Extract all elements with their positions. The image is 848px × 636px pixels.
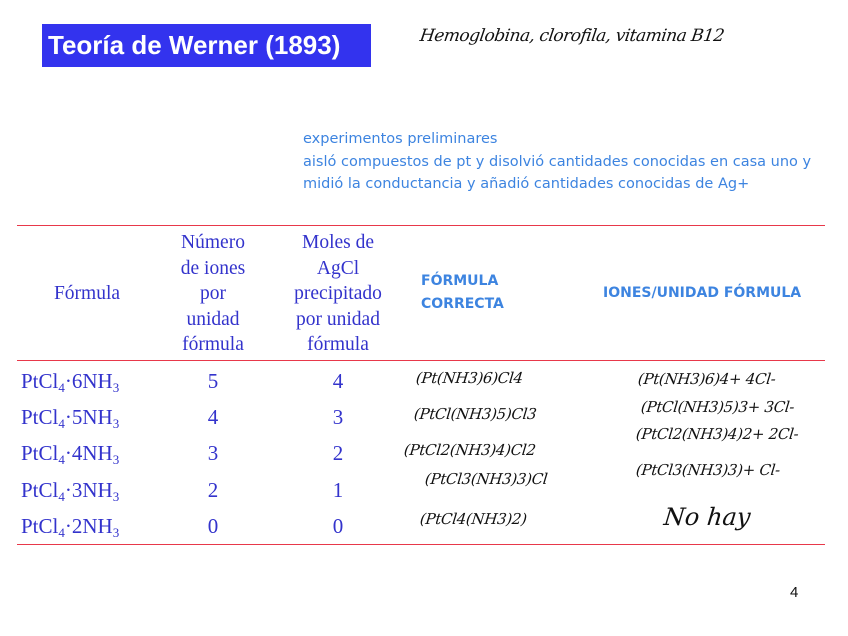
handwritten-ions: (PtCl3(NH3)3)+ Cl-: [635, 461, 781, 479]
header-line: precipitado: [294, 283, 382, 304]
handwritten-formula: (PtCl3(NH3)3)Cl: [424, 470, 549, 488]
page-number: 4: [790, 584, 799, 601]
header-line: CORRECTA: [421, 296, 504, 312]
formula-cell: $PtCl_4\cdot 2NH_3$: [21, 514, 120, 540]
header-line: fórmula: [307, 334, 369, 355]
ions-cell: 3: [207, 441, 219, 465]
moles-cell: 4: [332, 369, 344, 393]
ions-cell: 5: [207, 369, 219, 393]
note-line: experimentos preliminares: [303, 131, 498, 147]
note-line: aisló compuestos de pt y disolvió cantidades conocidas en casa uno y: [303, 153, 812, 170]
header-ions-per-unit: IONES/UNIDAD FÓRMULA: [603, 285, 802, 301]
formula-cell: $PtCl_4\cdot 6NH_3$: [21, 369, 120, 395]
ions-cell: 2: [207, 478, 219, 502]
handwritten-note: Hemoglobina, clorofila, vitamina B12: [418, 26, 726, 46]
header-line: fórmula: [182, 334, 244, 355]
moles-cell: 0: [332, 514, 344, 538]
header-line: Número: [181, 232, 245, 253]
moles-cell: 1: [332, 478, 344, 502]
ions-cell: 4: [207, 405, 219, 429]
handwritten-ions: (Pt(NH3)6)4+ 4Cl-: [637, 370, 777, 388]
header-ions: [160, 230, 266, 358]
header-line: FÓRMULA: [421, 273, 499, 289]
header-moles: [278, 230, 398, 358]
table-top-rule: [17, 225, 825, 226]
note-line: midió la conductancia y añadió cantidades conocidas de Ag+: [303, 176, 750, 192]
handwritten-formula: (PtCl4(NH3)2): [419, 510, 528, 528]
header-formula: Fórmula: [53, 283, 121, 304]
moles-cell: 3: [332, 405, 344, 429]
header-line: de iones: [180, 257, 246, 279]
handwritten-formula: (PtCl2(NH3)4)Cl2: [403, 441, 537, 459]
moles-cell: 2: [332, 441, 344, 465]
slide-title: Teoría de Werner (1893): [42, 24, 371, 67]
ions-cell: 0: [207, 514, 219, 538]
header-line: por unidad: [296, 308, 380, 330]
formula-cell: $PtCl_4\cdot 5NH_3$: [21, 405, 120, 431]
handwritten-ions: No hay: [662, 503, 752, 531]
handwritten-formula: (PtCl(NH3)5)Cl3: [413, 405, 538, 423]
handwritten-ions: (PtCl(NH3)5)3+ 3Cl-: [640, 398, 796, 416]
handwritten-ions: (PtCl2(NH3)4)2+ 2Cl-: [635, 425, 800, 443]
table-bottom-rule: [17, 544, 825, 545]
header-line: AgCl: [316, 257, 360, 279]
table-header-rule: [17, 360, 825, 361]
notes-block: [303, 128, 811, 196]
header-line: por: [200, 283, 226, 304]
header-line: unidad: [186, 308, 240, 330]
header-line: Moles de: [301, 232, 375, 253]
formula-cell: $PtCl_4\cdot 3NH_3$: [21, 478, 120, 504]
header-correct-formula: [421, 270, 504, 316]
formula-cell: $PtCl_4\cdot 4NH_3$: [21, 441, 120, 467]
handwritten-formula: (Pt(NH3)6)Cl4: [415, 369, 524, 387]
